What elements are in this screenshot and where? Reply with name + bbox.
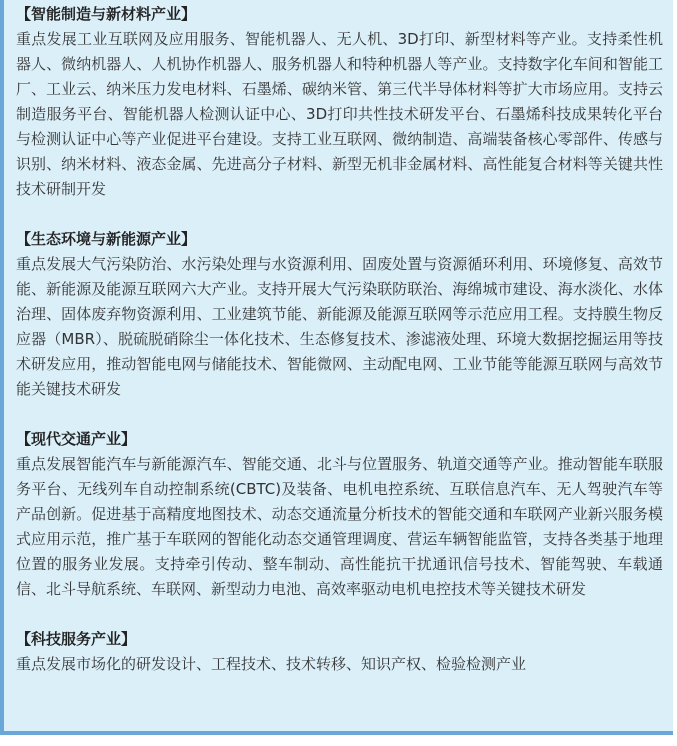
section-title: 【生态环境与新能源产业】 [16, 230, 197, 248]
section-tech-services [16, 627, 663, 677]
section-eco-environment [16, 227, 663, 402]
section-title: 【现代交通产业】 [16, 430, 137, 448]
section-body: 重点发展智能汽车与新能源汽车、智能交通、北斗与位置服务、轨道交通等产业。推动智能车联服务平台、无线列车自动控制系统(CBTC)及装备、电机电控系统、互联信息汽车、无人驾驶汽车等产品创新。促进基于高精度地图技术、动态交通流量分析技术的智能交通和车联网产业新兴服务模式应用示范，推广基于车联网的智能化动态交通管理调度、营运车辆智能监管，支持各类基于地理位置的服务业发展。支持牵引传动、整车制动、高性能抗干扰通讯信号技术、智能驾驶、车载通信、北斗导航系统、车联网、新型动力电池、高效率驱动电机电控技术等关键技术研发 [16, 455, 663, 598]
section-body: 重点发展大气污染防治、水污染处理与水资源利用、固废处置与资源循环利用、环境修复、高效节能、新能源及能源互联网六大产业。支持开展大气污染联防联治、海绵城市建设、海水淡化、水体治理、固体废弃物资源利用、工业建筑节能、新能源及能源互联网等示范应用工程。支持膜生物反应器（MBR）、脱硫脱硝除尘一体化技术、生态修复技术、渗滤液处理、环境大数据挖掘运用等技术研发应用，推动智能电网与储能技术、智能微网、主动配电网、工业节能等能源互联网与高效节能关键技术研发 [16, 255, 663, 398]
section-title: 【科技服务产业】 [16, 630, 137, 648]
section-intelligent-manufacturing [16, 2, 663, 202]
section-modern-transport [16, 427, 663, 602]
section-body: 重点发展市场化的研发设计、工程技术、技术转移、知识产权、检验检测产业 [16, 655, 527, 673]
section-title: 【智能制造与新材料产业】 [16, 5, 197, 23]
section-body: 重点发展工业互联网及应用服务、智能机器人、无人机、3D打印、新型材料等产业。支持柔性机器人、微纳机器人、人机协作机器人、服务机器人和特种机器人等产业。支持数字化车间和智能工厂、工业云、纳米压力发电材料、石墨烯、碳纳米管、第三代半导体材料等扩大市场应用。支持云制造服务平台、智能机器人检测认证中心、3D打印共性技术研发平台、石墨烯科技成果转化平台与检测认证中心等产业促进平台建设。支持工业互联网、微纳制造、高端装备核心零部件、传感与识别、纳米材料、液态金属、先进高分子材料、新型无机非金属材料、高性能复合材料等关键共性技术研制开发 [16, 30, 663, 198]
